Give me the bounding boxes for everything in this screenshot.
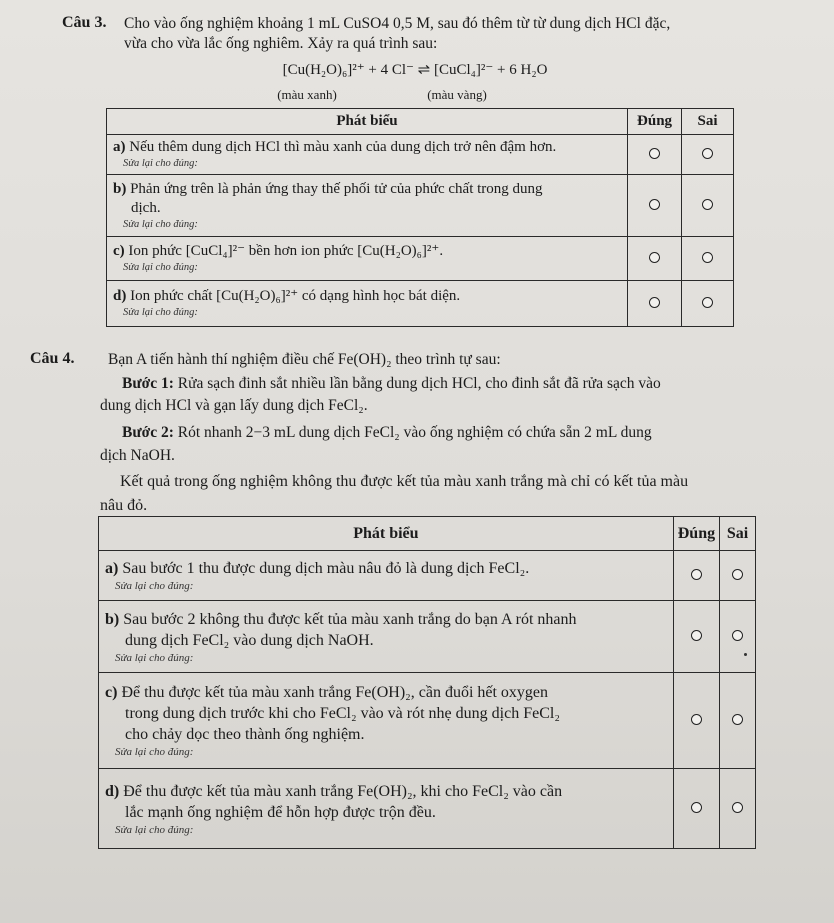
true-option-cell[interactable] xyxy=(628,281,682,327)
true-radio[interactable] xyxy=(649,252,660,263)
false-option-cell[interactable] xyxy=(682,175,734,237)
false-radio[interactable] xyxy=(732,630,743,641)
header-statement: Phát biểu xyxy=(107,109,628,135)
table-row xyxy=(107,237,734,281)
color-label-blue: (màu xanh) xyxy=(277,87,337,102)
true-radio[interactable] xyxy=(691,630,702,641)
statement-cell xyxy=(99,601,674,673)
color-label-yellow: (màu vàng) xyxy=(427,87,487,102)
true-radio[interactable] xyxy=(649,297,660,308)
question-3-table xyxy=(106,108,734,327)
reaction-equation: [Cu(H₂O)₆]²⁺ + 4 Cl⁻ ⇌ [CuCl₄]²⁻ + 6 H₂O xyxy=(282,62,548,78)
row-label: d) xyxy=(113,288,127,304)
statement-text-line3: cho chảy dọc theo thành ống nghiệm. xyxy=(125,726,365,743)
statement-text: Nếu thêm dung dịch HCl thì màu xanh của dung dịch trở nên đậm hơn. xyxy=(129,139,557,155)
table-row xyxy=(107,175,734,237)
statement-text-line2: trong dung dịch trước khi cho FeCl₂ vào và rót nhẹ dung dịch FeCl₂ xyxy=(125,705,560,722)
true-option-cell[interactable] xyxy=(673,769,719,849)
true-radio[interactable] xyxy=(649,148,660,159)
correction-label: Sửa lại cho đúng: xyxy=(123,158,198,169)
header-false: Sai xyxy=(682,109,734,135)
statement-text: Để thu được kết tủa màu xanh trắng Fe(OH)₂, cần đuổi hết oxygen xyxy=(121,684,549,701)
result-line1: Kết quả trong ống nghiệm không thu được kết tủa màu xanh trắng mà chỉ có kết tủa màu xyxy=(120,473,689,490)
statement-text: Sau bước 2 không thu được kết tủa màu xanh trắng do bạn A rót nhanh xyxy=(123,610,577,628)
step-2-line2: dịch NaOH. xyxy=(100,447,175,464)
correction-label: Sửa lại cho đúng: xyxy=(115,580,194,592)
true-option-cell[interactable] xyxy=(673,601,719,673)
false-radio[interactable] xyxy=(702,252,713,263)
step-2-text: Rót nhanh 2−3 mL dung dịch FeCl₂ vào ống nghiệm có chứa sẵn 2 mL dung xyxy=(173,424,652,441)
correction-label: Sửa lại cho đúng: xyxy=(115,746,194,758)
statement-cell xyxy=(99,769,674,849)
question-3-intro-line2: vừa cho vừa lắc ống nghiêm. Xảy ra quá trình sau: xyxy=(124,35,438,52)
correction-label: Sửa lại cho đúng: xyxy=(123,262,198,273)
pencil-mark xyxy=(744,653,747,656)
false-radio[interactable] xyxy=(702,199,713,210)
question-4-label: Câu 4. xyxy=(30,350,75,367)
statement-text-line2: dung dịch FeCl₂ vào dung dịch NaOH. xyxy=(125,631,374,649)
false-option-cell[interactable] xyxy=(720,551,756,601)
step-1-text: Rửa sạch đinh sắt nhiều lần bằng dung dịch HCl, cho đinh sắt đã rửa sạch vào xyxy=(173,375,661,392)
header-true: Đúng xyxy=(628,109,682,135)
row-label: a) xyxy=(105,560,119,577)
true-radio[interactable] xyxy=(691,714,702,725)
step-1-title: Bước 1: xyxy=(122,375,174,392)
statement-text-line2: lắc mạnh ống nghiệm để hỗn hợp được trộn đều. xyxy=(125,803,436,821)
true-radio[interactable] xyxy=(691,802,702,813)
statement-cell xyxy=(99,673,674,769)
table-row xyxy=(107,135,734,175)
statement-cell xyxy=(99,551,674,601)
true-option-cell[interactable] xyxy=(628,175,682,237)
false-radio[interactable] xyxy=(702,148,713,159)
correction-label: Sửa lại cho đúng: xyxy=(115,823,194,836)
correction-label: Sửa lại cho đúng: xyxy=(115,651,194,664)
statement-text: Ion phức [CuCl₄]²⁻ bền hơn ion phức [Cu(H₂O)₆]²⁺. xyxy=(128,243,444,259)
row-label: a) xyxy=(113,139,126,155)
true-radio[interactable] xyxy=(691,569,702,580)
statement-text: Phản ứng trên là phản ứng thay thế phối tử của phức chất trong dung xyxy=(130,180,543,197)
table-row xyxy=(99,601,756,673)
table-row xyxy=(107,281,734,327)
correction-label: Sửa lại cho đúng: xyxy=(123,218,198,230)
header-statement: Phát biểu xyxy=(99,517,674,551)
false-option-cell[interactable] xyxy=(720,673,756,769)
false-radio[interactable] xyxy=(702,297,713,308)
true-option-cell[interactable] xyxy=(628,135,682,175)
false-radio[interactable] xyxy=(732,802,743,813)
row-label: d) xyxy=(105,782,120,800)
result-line2: nâu đỏ. xyxy=(100,497,148,514)
table-row xyxy=(99,551,756,601)
step-1-line2: dung dịch HCl và gạn lấy dung dịch FeCl₂. xyxy=(100,397,368,414)
false-option-cell[interactable] xyxy=(720,769,756,849)
statement-text: Để thu được kết tủa màu xanh trắng Fe(OH)₂, khi cho FeCl₂ vào cần xyxy=(123,782,563,800)
false-radio[interactable] xyxy=(732,714,743,725)
statement-text: Ion phức chất [Cu(H₂O)₆]²⁺ có dạng hình học bát diện. xyxy=(130,288,461,304)
statement-text: Sau bước 1 thu được dung dịch màu nâu đỏ là dung dịch FeCl₂. xyxy=(122,560,530,577)
header-true: Đúng xyxy=(673,517,719,551)
true-option-cell[interactable] xyxy=(673,673,719,769)
row-label: b) xyxy=(113,180,127,197)
statement-cell xyxy=(107,281,628,327)
statement-cell xyxy=(107,135,628,175)
row-label: c) xyxy=(105,684,118,701)
table-row xyxy=(99,673,756,769)
question-3-intro-line1: Cho vào ống nghiệm khoảng 1 mL CuSO4 0,5 M, sau đó thêm từ từ dung dịch HCl đặc, xyxy=(124,15,671,32)
step-1-line1 xyxy=(122,374,661,394)
correction-label: Sửa lại cho đúng: xyxy=(123,307,198,318)
question-4-table xyxy=(98,516,756,849)
statement-cell xyxy=(107,175,628,237)
question-4-intro: Bạn A tiến hành thí nghiệm điều chế Fe(OH)₂ theo trình tự sau: xyxy=(108,351,501,368)
row-label: c) xyxy=(113,243,125,259)
row-label: b) xyxy=(105,610,120,628)
true-radio[interactable] xyxy=(649,199,660,210)
step-2-line1 xyxy=(122,423,652,443)
statement-cell xyxy=(107,237,628,281)
table-row xyxy=(99,769,756,849)
false-radio[interactable] xyxy=(732,569,743,580)
false-option-cell[interactable] xyxy=(720,601,756,673)
question-3-label: Câu 3. xyxy=(62,14,107,31)
false-option-cell[interactable] xyxy=(682,281,734,327)
true-option-cell[interactable] xyxy=(628,237,682,281)
false-option-cell[interactable] xyxy=(682,237,734,281)
step-2-title: Bước 2: xyxy=(122,424,174,441)
true-option-cell[interactable] xyxy=(673,551,719,601)
header-false: Sai xyxy=(720,517,756,551)
statement-text-line2: dịch. xyxy=(131,199,161,216)
false-option-cell[interactable] xyxy=(682,135,734,175)
